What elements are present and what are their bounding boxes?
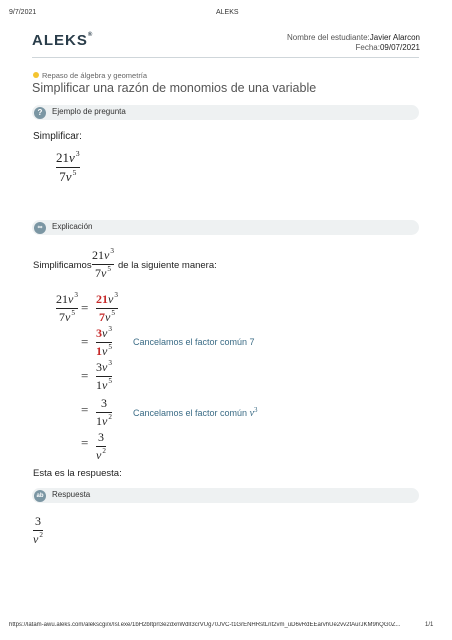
student-name: Javier Alarcon — [369, 33, 420, 42]
step5-fraction: 3 v $^2$ — [96, 430, 106, 462]
problem-fraction: 21 v $^3$ 7 v $^5$ — [56, 149, 80, 184]
step-lhs-fraction: 21 v $^3$ 7 v $^5$ — [56, 291, 78, 324]
equals-sign: = — [81, 300, 89, 315]
topic-dot-icon — [33, 72, 39, 78]
example-section-header — [32, 105, 419, 120]
step3-fraction: 3 v $^3$ 1 v $^5$ — [96, 359, 112, 392]
answer-icon: ab — [34, 490, 46, 502]
answer-fraction: 3 v $^2$ — [33, 514, 43, 546]
question-icon: ? — [34, 107, 46, 119]
explanation-label: Explicación — [52, 222, 93, 231]
problem-prompt: Simplificar: — [33, 131, 82, 142]
answer-label: Respuesta — [52, 490, 91, 499]
print-date: 9/7/2021 — [9, 9, 37, 16]
intro-fraction: 21 v $^3$ 7 v $^5$ — [92, 247, 114, 280]
equals-sign: = — [81, 435, 89, 450]
page-title: Simplificar una razón de monomios de una variable — [32, 81, 317, 95]
example-label: Ejemplo de pregunta — [52, 107, 126, 116]
student-name-label: Nombre del estudiante: — [287, 33, 370, 42]
topic-category: Repaso de álgebra y geometría — [42, 71, 148, 80]
print-page-number: 1/1 — [425, 622, 434, 628]
equals-sign: = — [81, 368, 89, 383]
student-info — [287, 33, 420, 53]
infinity-icon: ∞ — [34, 222, 46, 234]
answer-intro: Esta es la respuesta: — [33, 468, 122, 479]
date-label: Fecha: — [355, 43, 380, 52]
header-divider — [32, 57, 419, 58]
note-cancel-7: Cancelamos el factor común 7 — [133, 337, 255, 347]
explanation-intro-before: Simplificamos — [33, 260, 92, 271]
aleks-logo: ALEKS® — [32, 32, 94, 49]
explanation-intro-after: de la siguiente manera: — [118, 260, 217, 271]
step2-fraction: 3 v $^3$ 1 v $^5$ — [96, 325, 112, 358]
step1-fraction: 21 v $^3$ 7 v $^5$ — [96, 291, 118, 324]
step4-fraction: 3 1 v $^2$ — [96, 396, 112, 428]
equals-sign: = — [81, 402, 89, 417]
student-date: 09/07/2021 — [379, 43, 420, 52]
equals-sign: = — [81, 334, 89, 349]
note-cancel-v3: Cancelamos el factor común $v^3$ — [133, 406, 258, 419]
print-title: ALEKS — [216, 9, 239, 16]
answer-section-header — [32, 488, 419, 503]
print-url: https://latam-awu.aleks.com/alekscgi/x/Isl.exe/1bH2bItprl3e2dxnWdlI3crVUg70JVC-t1GrENHRstLnt2vm_uD6vRdEEarvhUe2vv2tAurJKM9hQG0Z... — [9, 622, 401, 628]
explanation-section-header — [32, 220, 419, 235]
